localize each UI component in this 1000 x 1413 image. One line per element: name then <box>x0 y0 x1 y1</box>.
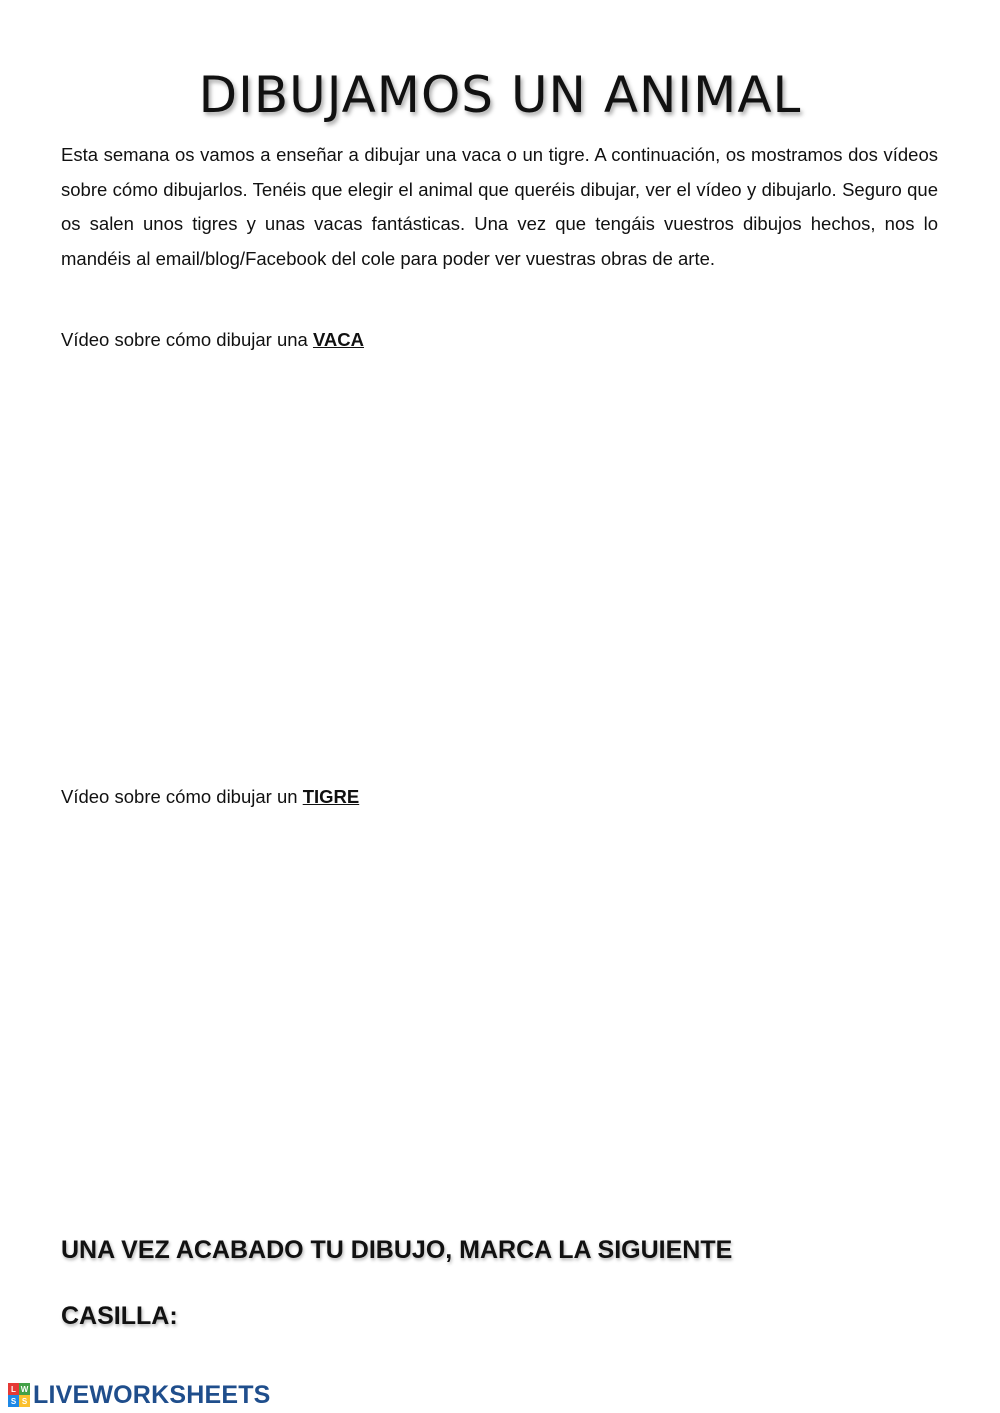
logo-icon-cell: L <box>8 1383 19 1395</box>
video-line-tigre <box>61 786 359 808</box>
footer-logo <box>8 1380 271 1410</box>
intro-paragraph: Esta semana os vamos a enseñar a dibujar una vaca o un tigre. A continuación, os mostramos dos vídeos sobre cómo dibujarlos. Tenéis que elegir el animal que queréis dibujar, ver el vídeo y dibujarlo. Seguro que os salen unos tigres y unas vacas fantásticas. Una vez que tengáis vuestros dibujos hechos, nos lo mandéis al email/blog/Facebook del cole para poder ver vuestras obras de arte. <box>61 144 938 269</box>
tigre-video-area <box>61 820 938 1210</box>
tigre-video-link[interactable]: TIGRE <box>302 786 360 807</box>
vaca-video-area <box>61 362 938 767</box>
page-title: DIBUJAMOS UN ANIMAL <box>198 66 802 124</box>
logo-icon-cell: W <box>20 1384 29 1394</box>
video-line-tigre-text: Vídeo sobre cómo dibujar un <box>61 786 303 807</box>
logo-icon-cell: S <box>8 1395 19 1407</box>
video-line-vaca-text: Vídeo sobre cómo dibujar una <box>61 329 313 350</box>
instruction-line-1: UNA VEZ ACABADO TU DIBUJO, MARCA LA SIGUIENTE <box>61 1236 733 1264</box>
liveworksheets-logo-icon <box>8 1383 30 1407</box>
liveworksheets-logo-text: LIVEWORKSHEETS <box>33 1380 271 1409</box>
instruction-line-2: CASILLA: <box>61 1302 178 1330</box>
logo-icon-cell: S <box>19 1395 30 1407</box>
vaca-video-link[interactable]: VACA <box>312 329 365 350</box>
video-line-vaca <box>61 329 364 351</box>
